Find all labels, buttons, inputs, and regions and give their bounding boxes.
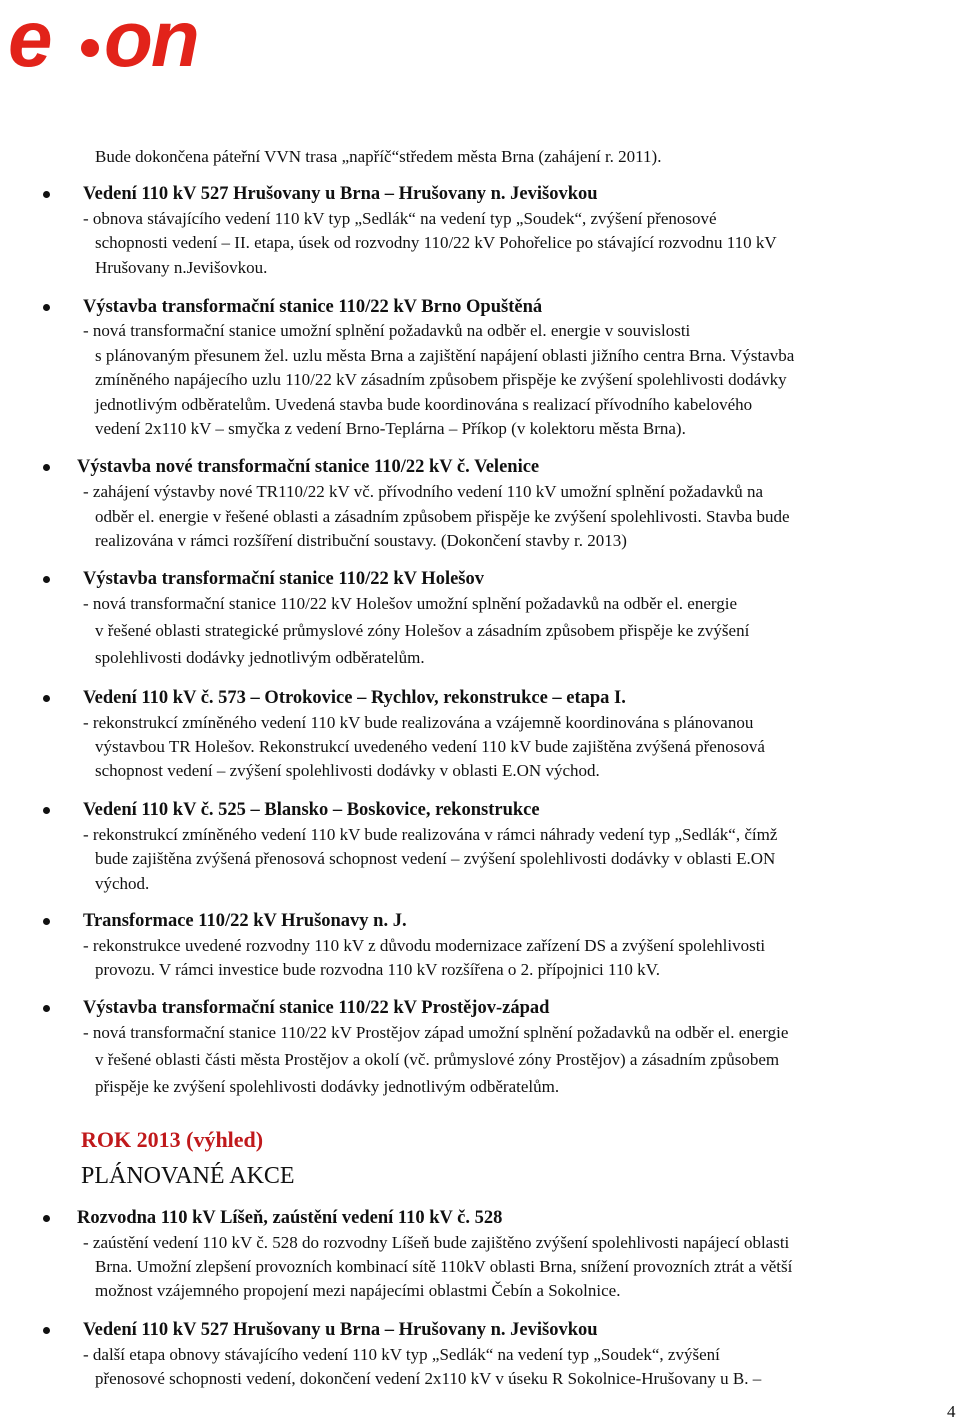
item-line: - nová transformační stanice 110/22 kV Holešov umožní splnění požadavků na odběr el. energie [83, 594, 738, 613]
intro-text: Bude dokončena páteřní VVN trasa „napříč“středem města Brna (zahájení r. 2011). [95, 147, 662, 166]
item-title: Transformace 110/22 kV Hrušonavy n. J. [83, 911, 407, 931]
item-line: - zahájení výstavby nové TR110/22 kV vč. přívodního vedení 110 kV umožní splnění požadavků na [83, 482, 764, 501]
item-line: vedení 2x110 kV – smyčka z vedení Brno-Teplárna – Příkop (v kolektoru města Brna). [95, 419, 686, 438]
item-line: v řešené oblasti části města Prostějov a okolí (vč. průmyslové zóny Prostějov) a zásadním způsobem [95, 1050, 780, 1069]
planned-line: - další etapa obnovy stávajícího vedení 110 kV typ „Sedlák“ na vedení typ „Soudek“, zvýšení [83, 1345, 720, 1364]
item-line: - rekonstrukcí zmíněného vedení 110 kV bude realizována v rámci náhrady vedení typ „Sedlák“, čímž [83, 825, 778, 844]
item-line: odběr el. energie v řešené oblasti a zásadním způsobem přispěje ke zvýšení spolehlivosti. Stavba bude [95, 507, 790, 526]
item-line: výstavbou TR Holešov. Rekonstrukcí uvedeného vedení 110 kV bude zajištěna zvýšená přenosová [95, 737, 765, 756]
bullet-icon [43, 918, 50, 925]
planned-title: Vedení 110 kV 527 Hrušovany u Brna – Hrušovany n. Jevišovkou [83, 1320, 598, 1340]
section-heading: PLÁNOVANÉ AKCE [81, 1163, 295, 1189]
item-title: Vedení 110 kV č. 525 – Blansko – Boskovice, rekonstrukce [83, 800, 540, 820]
planned-line: Brna. Umožní zlepšení provozních kombinací sítě 110kV oblasti Brna, snížení provozních ztrát a větší [95, 1257, 793, 1276]
bullet-icon [43, 695, 50, 702]
item-line: přispěje ke zvýšení spolehlivosti dodávky jednotlivým odběratelům. [95, 1077, 560, 1096]
item-title: Výstavba nové transformační stanice 110/22 kV č. Velenice [77, 457, 540, 477]
item-line: s plánovaným přesunem žel. uzlu města Brna a zajištění napájení oblasti jižního centra Brna. Výstavba [95, 346, 795, 365]
bullet-icon [43, 576, 50, 583]
item-line: provozu. V rámci investice bude rozvodna 110 kV rozšířena o 2. přípojnici 110 kV. [95, 960, 660, 979]
item-title: Vedení 110 kV 527 Hrušovany u Brna – Hrušovany n. Jevišovkou [83, 184, 598, 204]
page-number: 4 [947, 1402, 956, 1421]
item-line: Hrušovany n.Jevišovkou. [95, 258, 268, 277]
section-year: ROK 2013 (výhled) [81, 1127, 264, 1152]
item-title: Vedení 110 kV č. 573 – Otrokovice – Rychlov, rekonstrukce – etapa I. [83, 688, 626, 708]
bullet-icon [43, 1005, 50, 1012]
item-line: - rekonstrukcí zmíněného vedení 110 kV bude realizována a vzájemně koordinována s plánovanou [83, 713, 754, 732]
bullet-icon [43, 1215, 50, 1222]
bullet-icon [43, 1327, 50, 1334]
item-line: realizována v rámci rozšíření distribuční soustavy. (Dokončení stavby r. 2013) [95, 531, 627, 550]
item-title: Výstavba transformační stanice 110/22 kV Holešov [83, 569, 485, 589]
eon-logo [8, 4, 228, 76]
item-line: schopnosti vedení – II. etapa, úsek od rozvodny 110/22 kV Pohořelice po stávající rozvodnu 110 kV [95, 233, 777, 252]
item-line: schopnost vedení – zvýšení spolehlivosti dodávky v oblasti E.ON východ. [95, 761, 600, 780]
item-title: Výstavba transformační stanice 110/22 kV Brno Opuštěná [83, 297, 543, 317]
item-line: jednotlivým odběratelům. Uvedená stavba bude koordinována s realizací přívodního kabelového [95, 395, 753, 414]
item-line: bude zajištěna zvýšená přenosová schopnost vedení – zvýšení spolehlivosti dodávky v oblasti E.ON [95, 849, 776, 868]
planned-line: přenosové schopnosti vedení, dokončení vedení 2x110 kV v úseku R Sokolnice-Hrušovany u B. – [95, 1369, 762, 1388]
planned-line: - zaústění vedení 110 kV č. 528 do rozvodny Líšeň bude zajištěno zvýšení spolehlivosti napájecí oblasti [83, 1233, 790, 1252]
item-line: spolehlivosti dodávky jednotlivým odběratelům. [95, 648, 425, 667]
bullet-icon [43, 191, 50, 198]
item-line: - nová transformační stanice 110/22 kV Prostějov západ umožní splnění požadavků na odběr el. energie [83, 1023, 789, 1042]
svg-text:on: on [104, 4, 198, 76]
planned-line: možnost vzájemného propojení mezi napájecími oblastmi Čebín a Sokolnice. [95, 1281, 621, 1300]
item-line: - rekonstrukce uvedené rozvodny 110 kV z důvodu modernizace zařízení DS a zvýšení spolehlivosti [83, 936, 766, 955]
item-line: zmíněného napájecího uzlu 110/22 kV zásadním způsobem přispěje ke zvýšení spolehlivosti dodávky [95, 370, 787, 389]
bullet-icon [43, 807, 50, 814]
item-line: v řešené oblasti strategické průmyslové zóny Holešov a zásadním způsobem přispěje ke zvýšení [95, 621, 750, 640]
item-line: východ. [95, 874, 150, 893]
svg-text:e: e [8, 4, 51, 76]
item-line: - nová transformační stanice umožní splnění požadavků na odběr el. energie v souvislosti [83, 321, 691, 340]
bullet-icon [43, 464, 50, 471]
planned-title: Rozvodna 110 kV Líšeň, zaústění vedení 110 kV č. 528 [77, 1208, 503, 1228]
item-line: - obnova stávajícího vedení 110 kV typ „Sedlák“ na vedení typ „Soudek“, zvýšení přenosové [83, 209, 717, 228]
item-title: Výstavba transformační stanice 110/22 kV Prostějov-západ [83, 998, 550, 1018]
bullet-icon [43, 304, 50, 311]
